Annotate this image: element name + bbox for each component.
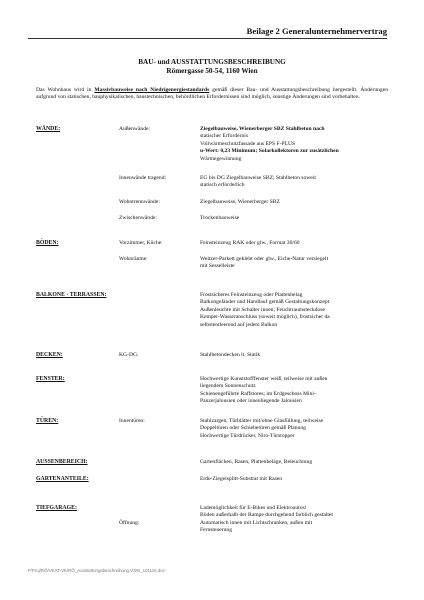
desc-tueren (200, 418, 400, 440)
header-rule (28, 38, 387, 39)
section-heading-decken: DECKEN: (36, 352, 63, 358)
intro-bold-text: Massivbauweise nach Niedrigenergiestandards (94, 87, 210, 93)
desc-wohntrennwaende (200, 199, 400, 206)
label-wohnraeume: Wohnräume: (119, 256, 148, 262)
desc-line: Kemper-Wasseranschluss (soweit möglich), frostsicher da (200, 314, 330, 321)
section-heading-waende: WÄNDE: (36, 126, 61, 132)
desc-line: EG bis DG Ziegelbauweise SBZ; Stahlbeton soweit (200, 175, 316, 181)
desc-line: Lademöglichkeit für E-Bikes und Elektroautos! (200, 505, 307, 511)
label-vorzimmer: Vorzimmer, Küche: (119, 240, 163, 246)
desc-decken (200, 352, 400, 359)
section-heading-tiefgarage: TIEFGARAGE: (36, 505, 77, 511)
label-aussenwaende: Außenwände: (119, 126, 151, 132)
desc-line: Gartenflächen, Rasen, Plattenbeläge, Beleuchtung (200, 459, 313, 465)
desc-line: Doppeltüren oder Schiebetüren gemäß Planung (200, 425, 306, 432)
label-kg-dg: KG-DG: (119, 352, 139, 358)
desc-line: Balkongeländer und Handlauf gemäß Gestaltungskonzept (200, 299, 330, 306)
desc-line: Außenleuchte mit Schalter innen; Feuchtraumsteckdose (200, 306, 325, 313)
section-heading-balkone: BALKONE - TERRASSEN: (36, 292, 107, 298)
desc-line: Stahlzargen, Türblätter mit/ohne Glasfüllung, teilweise (200, 418, 324, 424)
desc-aussenbereich (200, 459, 400, 466)
desc-line: liegendem Sonnenschutz (200, 383, 256, 390)
section-heading-fenster: FENSTER: (36, 376, 65, 382)
document-header: Beilage 2 Generalunternehmervertrag (246, 26, 387, 36)
desc-fenster (200, 376, 400, 406)
label-oeffnung: Öffnung: (119, 520, 140, 526)
desc-aussenwaende (200, 126, 400, 163)
desc-line: Böden außerhalb der Rampe durchgehend farblich gestaltet (200, 512, 333, 519)
intro-paragraph (36, 87, 388, 102)
desc-gartenanteile (200, 476, 400, 483)
section-heading-aussenbereich: AUSSENBEREICH: (36, 459, 88, 465)
desc-line: Panzerjalousien oder innenliegende Jalousien (200, 398, 302, 405)
desc-line: Erde-Ziegelsplitt-Substrat mit Rasen (200, 476, 283, 482)
desc-line: Fernsteuerung (200, 527, 233, 534)
label-wohntrennwaende: Wohntrennwände: (119, 199, 160, 205)
footer-file-path: F/Proj/RÖ/VKAT-VK/RÖ_Ausstattungsbeschreibung VSW_101115.doc (28, 568, 165, 573)
desc-line: statisch erforderlich (200, 182, 245, 189)
desc-line: Wärmegewinnung (200, 155, 242, 162)
desc-line: Stahlbetondecken lt. Statik (200, 352, 261, 358)
desc-line: Weitzer-Parkett geklebt oder glw., Eiche-Natur versiegelt (200, 256, 329, 262)
desc-line: Hochwertige Kunststofffenster weiß, teilweise mit außen (200, 376, 328, 382)
desc-innenwaende (200, 175, 400, 190)
desc-line: Ziegelbauweise, Wienerberger SBZ Stahlbeton nach (200, 126, 325, 132)
intro-text-end: gemäß dieser Bau- und Ausstattungsbeschreibung hergestellt. Änderungen aufgrund von statischen, bauphysikalischen, haustechnischen, behördlichen Erfordernissen sind möglich, sonstige Änderungen sind vorbehalten. (36, 87, 389, 101)
document-address: Römergasse 50-54, 1160 Wien (166, 67, 258, 75)
label-zwischenwaende: Zwischenwände: (119, 215, 157, 221)
intro-text-start: Das Wohnhaus wird in (36, 87, 95, 93)
desc-line: Frostsicheres Feinsteinzeug oder Plattenbelag (200, 292, 303, 298)
desc-balkone (200, 292, 400, 329)
desc-wohnraeume (200, 256, 400, 271)
desc-line: Vollwärmeschutzfassade aus EPS F-PLUS (200, 140, 296, 147)
label-innenwaende: Innenwände tragend: (119, 175, 167, 181)
desc-line: Trockenbauweise (200, 215, 240, 221)
section-heading-gartenanteile: GARTENANTEILE: (36, 476, 89, 482)
label-innentueren: Innentüren: (119, 418, 145, 424)
desc-tiefgarage (200, 505, 400, 535)
desc-line: mit Sesselleiste (200, 263, 235, 270)
desc-line: Ziegelbauweise, Wienerberger SBZ (200, 199, 280, 205)
section-heading-tueren: TÜREN: (36, 418, 59, 424)
desc-line: Feinsteinzeug RAK oder glw., Format 30/60 (200, 240, 300, 246)
desc-line: statischer Erfordernis (200, 133, 248, 140)
section-heading-boeden: BÖDEN: (36, 240, 59, 246)
document-title: BAU- und AUSSTATTUNGSBESCHREIBUNG (138, 58, 286, 66)
desc-line: Hochwertige Türdrücker, Niro-Türstopper (200, 432, 295, 439)
desc-vorzimmer (200, 240, 400, 247)
desc-line: u-Wert: 0,23 Minimum; Solarkollektoren zur zusätzlichen (200, 148, 339, 155)
desc-line: selbstentleerend auf jedem Balkon (200, 321, 278, 328)
desc-zwischenwaende (200, 215, 400, 222)
desc-line: Automatisch innen mit Lichtschranken, außen mit (200, 519, 313, 526)
desc-line: Schienengeführte Raffstores; im Erdgeschoss Mini- (200, 390, 316, 397)
